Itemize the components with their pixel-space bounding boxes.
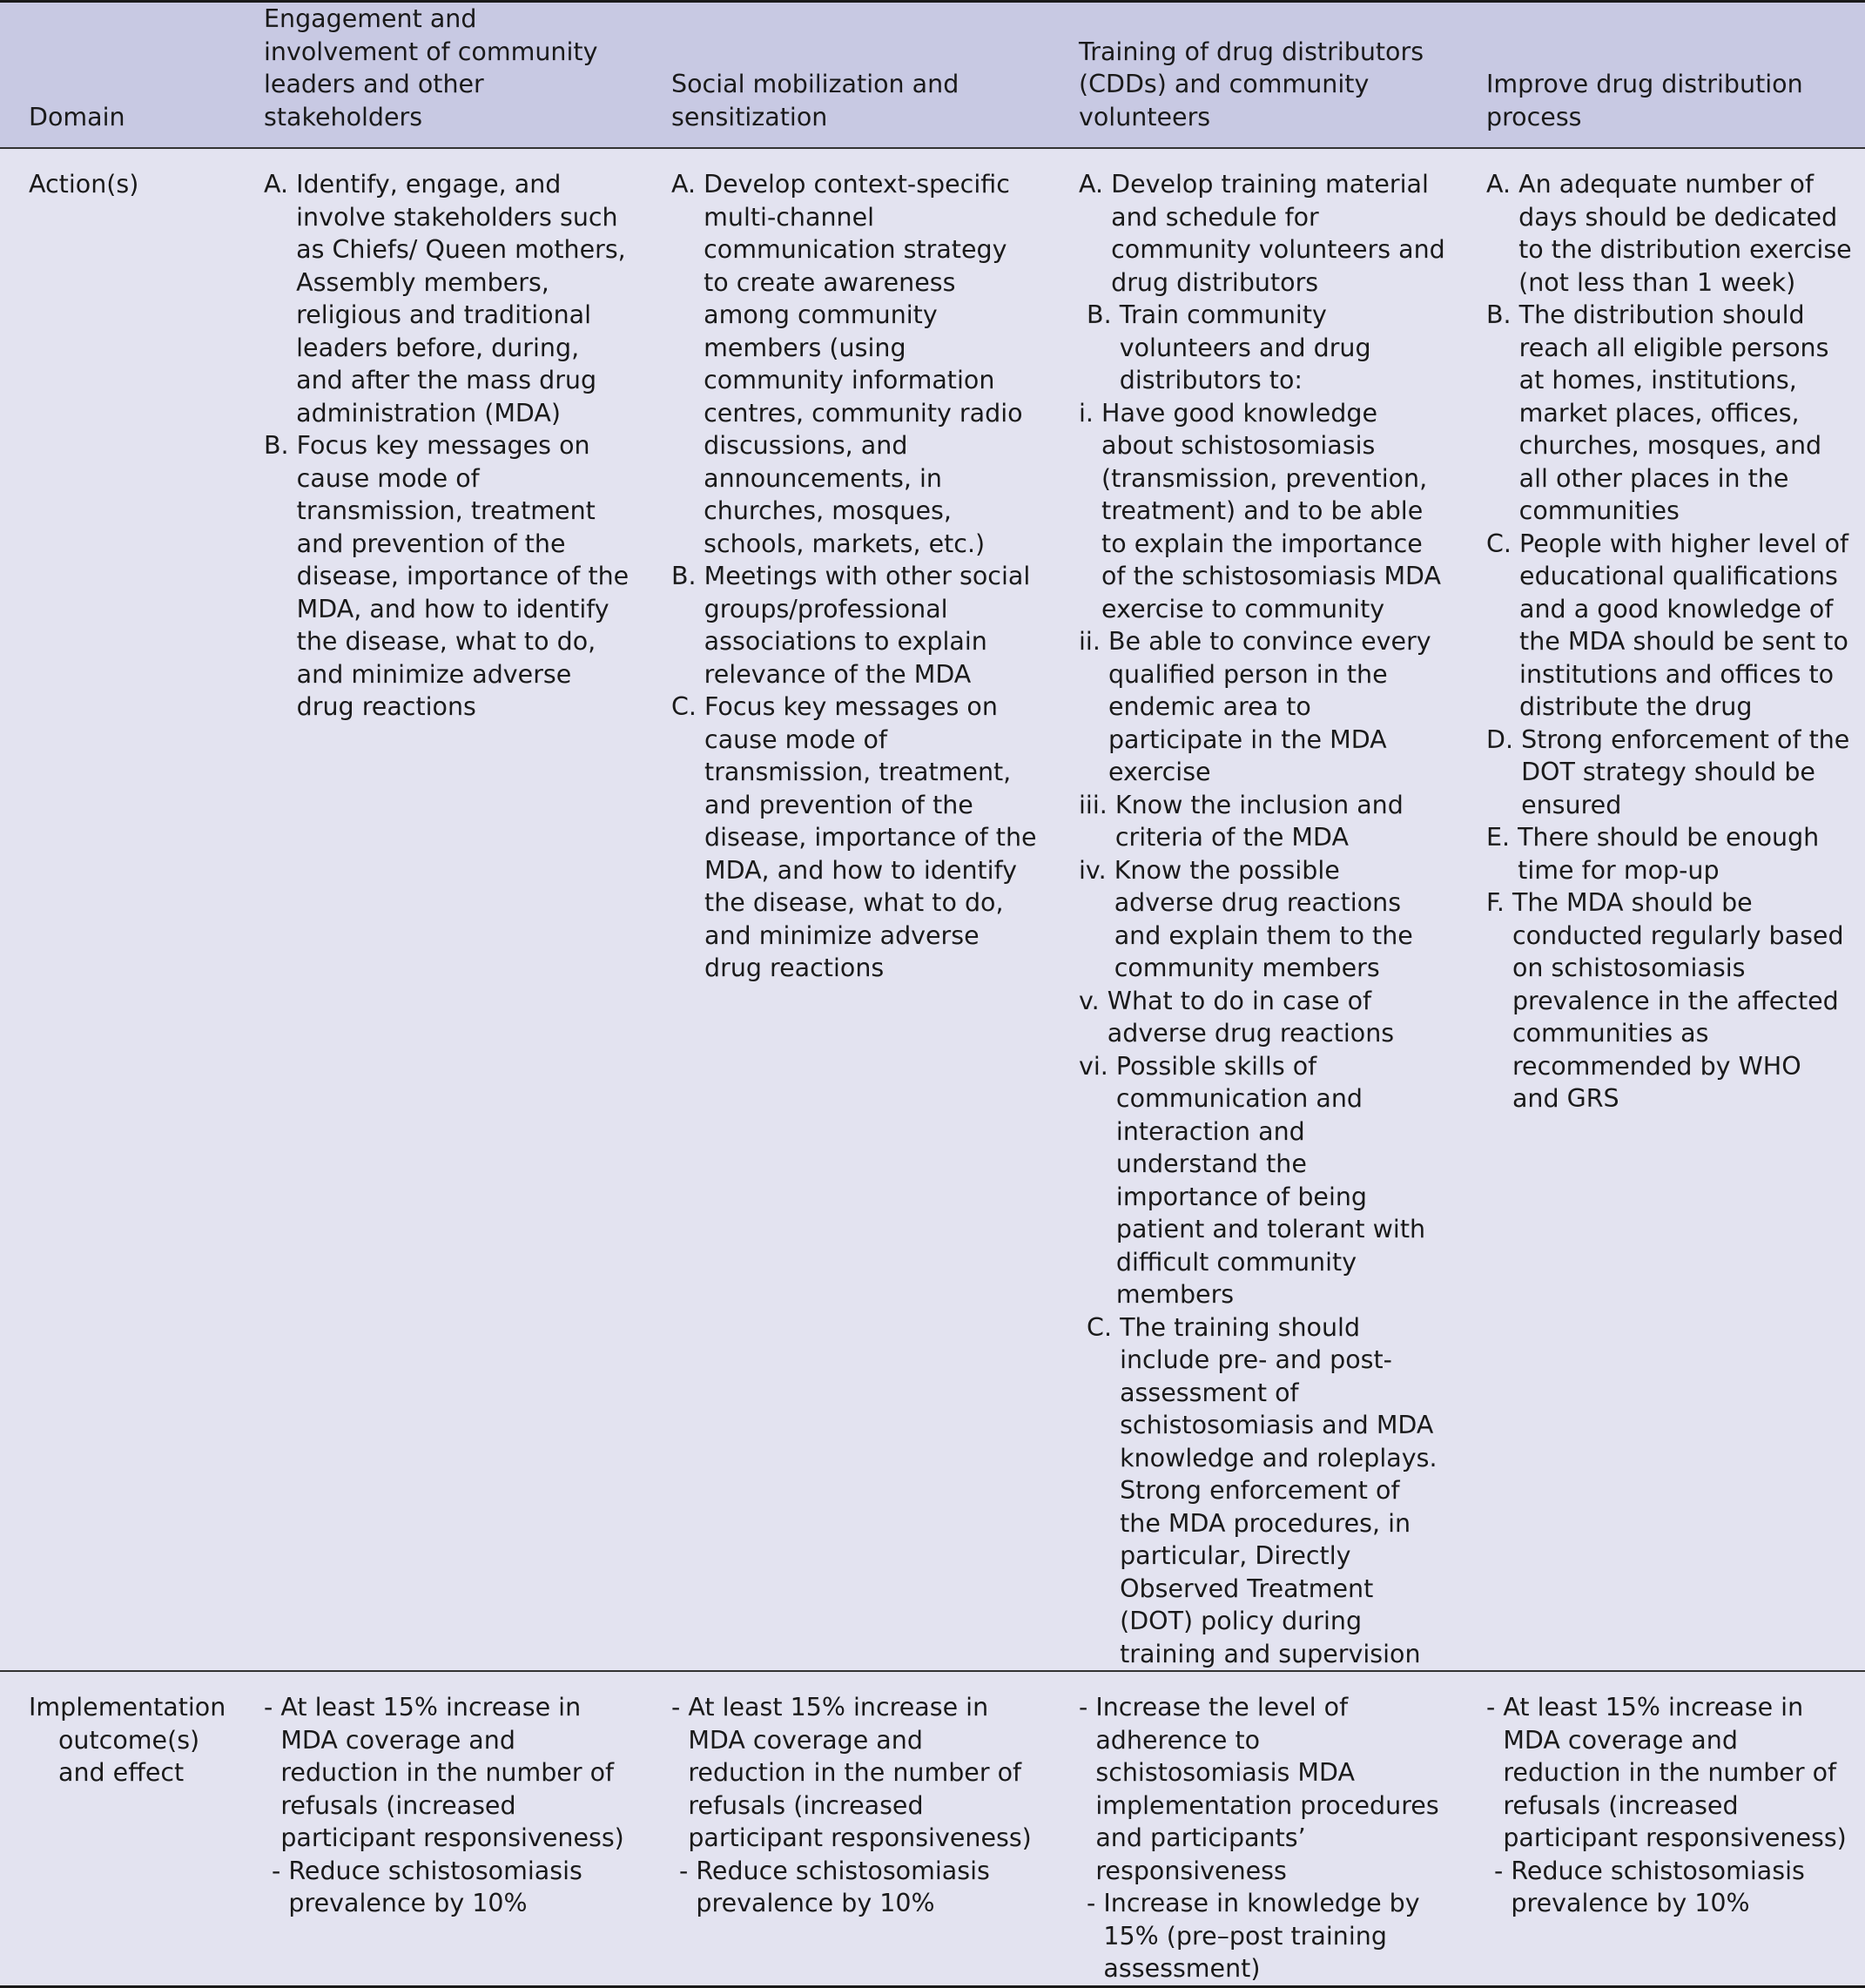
list-item-marker: C. [1486, 529, 1520, 558]
list-item [1079, 1691, 1445, 1887]
list-item-marker: - [671, 1856, 697, 1885]
list-item-text: Be able to convince every qualified person in the endemic area to participate in the MDA exercise [1108, 627, 1431, 786]
list-item [1079, 397, 1445, 626]
list-item-text: What to do in case of adverse drug reactions [1107, 986, 1395, 1048]
list-item [1079, 168, 1445, 299]
list-item-text: Identify, engage, and involve stakeholders such as Chiefs/ Queen mothers, Assembly members, religious and traditional leaders before, during, and after the mass drug administration (MDA) [296, 170, 626, 428]
list-item-marker: A. [671, 170, 704, 199]
list-item-text: At least 15% increase in MDA coverage and reduction in the number of refusals (increased participant responsiveness) [688, 1693, 1032, 1852]
list-item-text: An adequate number of days should be dedicated to the distribution exercise (not less than 1 week) [1518, 170, 1852, 297]
list-item [1079, 299, 1445, 397]
outcomes-label-line: and effect [58, 1758, 185, 1787]
list-item [264, 1855, 630, 1920]
list-item-marker: - [1486, 1693, 1504, 1722]
outcomes-training-cell [1050, 1671, 1458, 1986]
actions-engagement-cell [235, 148, 643, 1671]
list-item [1079, 625, 1445, 789]
list-item-text: The MDA should be conducted regularly based on schistosomiasis prevalence in the affected communities as recommended by WHO and GRS [1512, 888, 1844, 1113]
header-training: Training of drug distributors (CDDs) and community volunteers [1079, 37, 1424, 131]
list-item [1486, 724, 1853, 822]
header-distribution: Improve drug distribution process [1486, 70, 1803, 131]
list-item [1079, 1311, 1445, 1671]
actions-distribution-cell [1458, 148, 1865, 1671]
list-item-text: Possible skills of communication and interaction and understand the importance of being patient and tolerant with difficult community members [1115, 1051, 1426, 1309]
list-item-text: Develop context-specific multi-channel communication strategy to create awareness among community members (using community information centres, community radio discussions, and announcements, in churches, mosques, schools, markets, etc.) [704, 170, 1023, 558]
list-item-marker: - [1486, 1856, 1512, 1885]
list-item-text: At least 15% increase in MDA coverage and reduction in the number of refusals (increased participant responsiveness) [1503, 1693, 1847, 1852]
list-item [1079, 854, 1445, 985]
list-item-marker: E. [1486, 823, 1518, 852]
list-item-marker: - [264, 1693, 281, 1722]
outcomes-engagement-list [264, 1691, 630, 1920]
list-item [264, 168, 630, 429]
outcomes-distribution-list [1486, 1691, 1853, 1920]
list-item-text: Increase in knowledge by 15% (pre–post training assessment) [1103, 1889, 1420, 1983]
list-item [671, 1855, 1038, 1920]
list-item-marker: F. [1486, 888, 1512, 917]
list-item [1486, 1691, 1853, 1855]
actions-social-list [671, 168, 1038, 985]
outcomes-social-list [671, 1691, 1038, 1920]
list-item-marker: ii. [1079, 627, 1108, 656]
list-item [1079, 789, 1445, 854]
list-item-text: At least 15% increase in MDA coverage and reduction in the number of refusals (increased participant responsiveness) [280, 1693, 624, 1852]
list-item [1486, 299, 1853, 528]
list-item-marker: B. [1486, 300, 1519, 329]
list-item-marker: C. [671, 692, 705, 721]
list-item-text: Train community volunteers and drug distributors to: [1119, 300, 1371, 394]
header-domain: Domain [29, 102, 125, 131]
outcomes-row [0, 1671, 1865, 1986]
list-item [671, 560, 1038, 691]
list-item-text: Know the possible adverse drug reactions and explain them to the community members [1114, 855, 1413, 982]
list-item-text: Know the inclusion and criteria of the MDA [1114, 790, 1404, 852]
list-item-marker: B. [1079, 300, 1120, 329]
header-engagement: Engagement and involvement of community leaders and other stakeholders [264, 4, 598, 131]
actions-distribution-list [1486, 168, 1853, 1115]
list-item [1486, 821, 1853, 886]
list-item-marker: - [1079, 1693, 1096, 1722]
outcomes-training-list [1079, 1691, 1445, 1985]
outcomes-label [0, 1671, 235, 1986]
outcomes-label-line: outcome(s) [58, 1725, 200, 1755]
list-item-text: Focus key messages on cause mode of transmission, treatment and prevention of the disease, importance of the MDA, and how to identify the disease, what to do, and minimize adverse drug reactions [296, 431, 630, 721]
actions-label: Action(s) [29, 170, 139, 199]
actions-training-cell [1050, 148, 1458, 1671]
list-item-text: Reduce schistosomiasis prevalence by 10% [696, 1856, 990, 1917]
actions-social-cell [643, 148, 1050, 1671]
list-item [671, 168, 1038, 560]
list-item [1486, 1855, 1853, 1920]
list-item-text: Strong enforcement of the DOT strategy should be ensured [1521, 724, 1850, 819]
list-item-marker: iv. [1079, 855, 1114, 885]
outcomes-distribution-cell [1458, 1671, 1865, 1986]
actions-engagement-list [264, 168, 630, 724]
outcomes-social-cell [643, 1671, 1050, 1986]
list-item [1486, 168, 1853, 299]
list-item-marker: i. [1079, 398, 1102, 428]
list-item-marker: - [1079, 1889, 1104, 1917]
list-item-marker: - [264, 1856, 289, 1885]
list-item-marker: B. [671, 562, 704, 590]
list-item [671, 691, 1038, 985]
list-item [264, 429, 630, 724]
list-item [1079, 985, 1445, 1050]
list-item-text: Have good knowledge about schistosomiasis (transmission, prevention, treatment) and to be able to explain the importance of the schistosomiasis MDA exercise to community [1101, 398, 1442, 623]
list-item-text: The training should include pre- and post-assessment of schistosomiasis and MDA knowledge and roleplays. Strong enforcement of the MDA procedures, in particular, Directly Observed Treatment (DOT) policy during training and supervision [1120, 1312, 1437, 1668]
list-item-text: Reduce schistosomiasis prevalence by 10% [288, 1856, 582, 1917]
outcomes-engagement-cell [235, 1671, 643, 1986]
list-item [1486, 528, 1853, 724]
list-item-marker: A. [1079, 170, 1112, 199]
actions-row [0, 148, 1865, 1671]
list-item-marker: D. [1486, 724, 1522, 754]
list-item-marker: v. [1079, 986, 1108, 1015]
list-item [1079, 1050, 1445, 1311]
list-item-marker: A. [1486, 170, 1519, 199]
list-item-text: Increase the level of adherence to schistosomiasis MDA implementation procedures and participants’ responsiveness [1095, 1693, 1439, 1885]
list-item [264, 1691, 630, 1855]
list-item [671, 1691, 1038, 1855]
actions-training-list [1079, 168, 1445, 1670]
header-social-mobilization: Social mobilization and sensitization [671, 70, 959, 131]
header-row [0, 2, 1865, 149]
list-item-marker: vi. [1079, 1051, 1116, 1081]
list-item-text: People with higher level of educational qualifications and a good knowledge of the MDA should be sent to institutions and offices to distribute the drug [1519, 529, 1849, 721]
list-item [1079, 1887, 1445, 1985]
list-item-text: Reduce schistosomiasis prevalence by 10% [1511, 1856, 1805, 1917]
list-item-marker: - [671, 1693, 689, 1722]
list-item [1486, 886, 1853, 1115]
list-item-marker: B. [264, 431, 297, 460]
list-item-text: Meetings with other social groups/professional associations to explain relevance of the MDA [704, 562, 1031, 689]
list-item-marker: C. [1079, 1312, 1121, 1342]
list-item-text: There should be enough time for mop-up [1518, 823, 1820, 885]
list-item-marker: A. [264, 170, 297, 199]
outcomes-label-line: Implementation [29, 1693, 226, 1722]
list-item-text: Focus key messages on cause mode of transmission, treatment, and prevention of the disease, importance of the MDA, and how to identify the disease, what to do, and minimize adverse drug reactions [704, 692, 1037, 982]
list-item-marker: iii. [1079, 790, 1115, 819]
list-item-text: The distribution should reach all eligible persons at homes, institutions, market places, offices, churches, mosques, and all other places in the communities [1518, 300, 1829, 525]
list-item-text: Develop training material and schedule for community volunteers and drug distributors [1111, 170, 1445, 297]
